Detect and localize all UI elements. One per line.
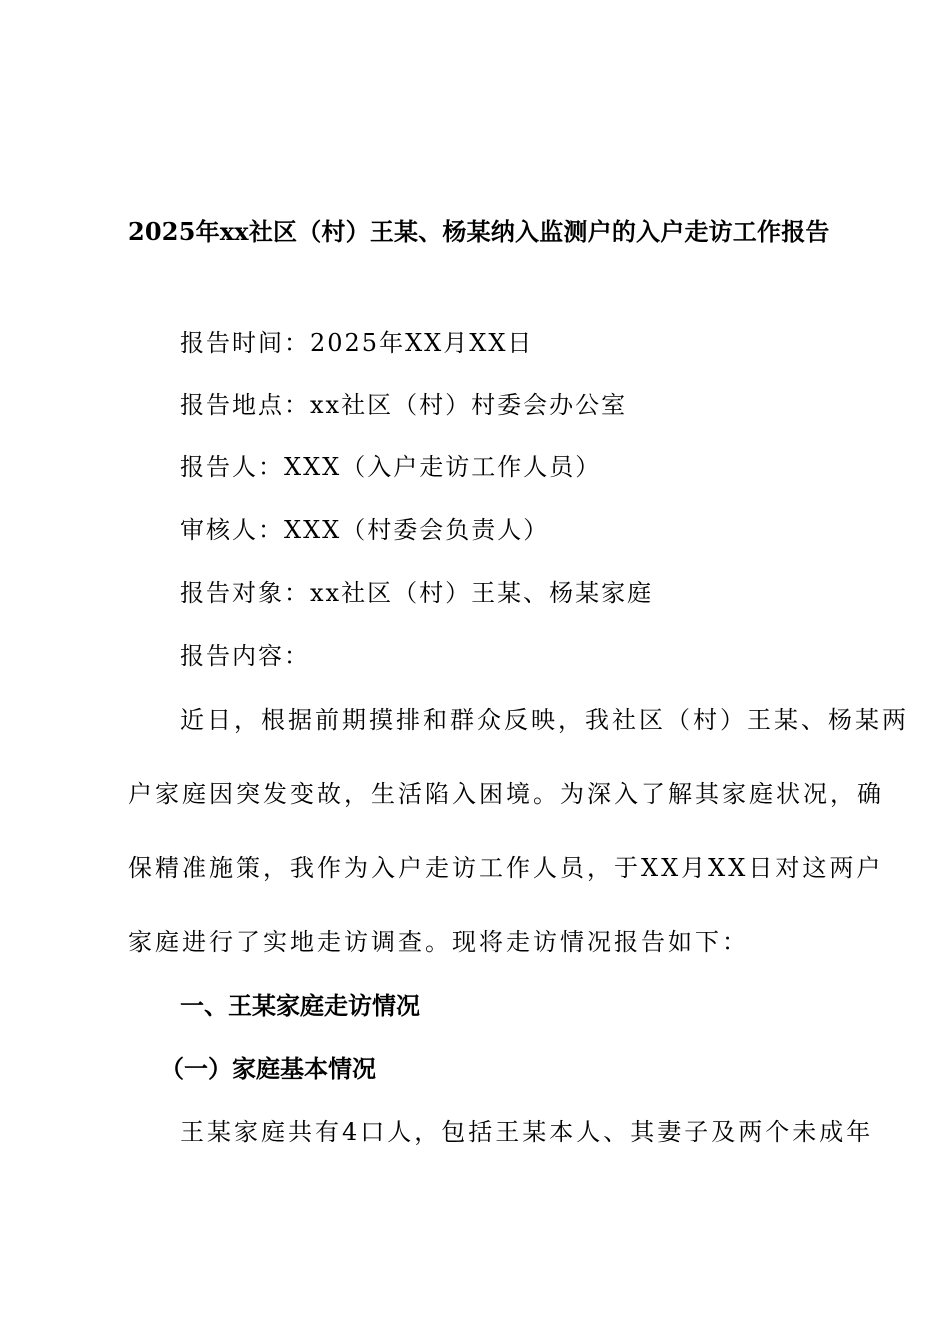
report-time: 报告时间：2025年XX月XX日 <box>180 329 534 357</box>
reviewer: 审核人：XXX（村委会负责人） <box>180 516 550 544</box>
report-place: 报告地点：xx社区（村）村委会办公室 <box>180 391 628 419</box>
intro-line-2: 户家庭因突发变故，生活陷入困境。为深入了解其家庭状况，确 <box>128 780 884 808</box>
reporter: 报告人：XXX（入户走访工作人员） <box>180 453 602 481</box>
subsection-heading-1: （一）家庭基本情况 <box>160 1054 376 1083</box>
section1-para-line-1: 王某家庭共有4口人，包括王某本人、其妻子及两个未成年 <box>180 1118 874 1146</box>
intro-line-1: 近日，根据前期摸排和群众反映，我社区（村）王某、杨某两 <box>180 706 909 734</box>
report-subject: 报告对象：xx社区（村）王某、杨某家庭 <box>180 579 654 607</box>
document-title: 2025年xx社区（村）王某、杨某纳入监测户的入户走访工作报告 <box>128 217 830 246</box>
intro-line-3: 保精准施策，我作为入户走访工作人员，于XX月XX日对这两户 <box>128 854 884 882</box>
section-heading-1: 一、王某家庭走访情况 <box>180 991 420 1020</box>
report-content-label: 报告内容： <box>180 642 310 670</box>
intro-line-4: 家庭进行了实地走访调查。现将走访情况报告如下： <box>128 928 749 956</box>
